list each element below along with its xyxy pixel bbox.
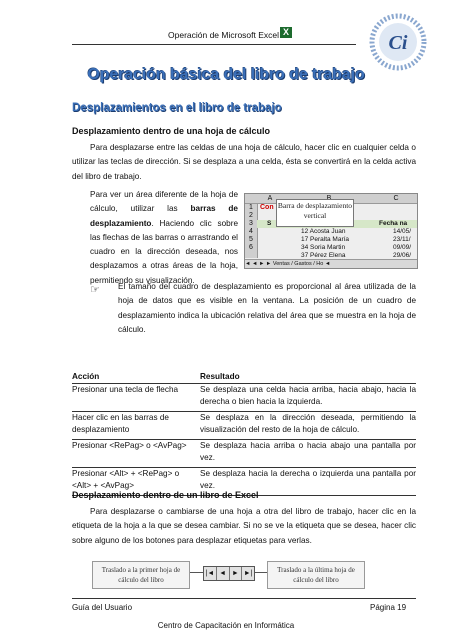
cell-name: 34 Soria Martin bbox=[301, 244, 346, 251]
row-header: 5 bbox=[245, 236, 258, 244]
row-header: 2 bbox=[245, 212, 258, 220]
logo-text: Ci bbox=[388, 32, 408, 54]
excel-icon: X bbox=[280, 27, 292, 38]
scrollbar-tooltip: Barra de desplazamiento vertical bbox=[276, 199, 354, 227]
page-number: Página 19 bbox=[370, 603, 407, 612]
note-text: El tamaño del cuadro de desplazamiento es proporcional al área utilizada de la hoja de datos que es visible en la ventana. La posición de un cuadro de desplazamiento indica la ubicación relativa del área que se muestra en la hoja de cálculo. bbox=[118, 282, 416, 334]
table-cell: Presionar <Alt> + <RePag> o <Alt> + <AvPag> bbox=[72, 468, 200, 496]
sub1-para1: Para desplazarse entre las celdas de una hoja de cálculo, hacer clic en cualquier celda o utilizar las teclas de dirección. Si se desplaza a una celda, ésta se convertirá en la celda activa del libro de trabajo. bbox=[72, 143, 416, 181]
last-sheet-button[interactable]: ►| bbox=[243, 570, 253, 577]
table-cell: Se desplaza hacia la derecha o izquierda una pantalla por vez. bbox=[200, 468, 416, 496]
table-cell: Hacer clic en las barras de desplazamiento bbox=[72, 412, 200, 440]
header-divider bbox=[72, 44, 356, 45]
col-header-c: C bbox=[375, 194, 417, 204]
table-row bbox=[72, 384, 416, 412]
spreadsheet-screenshot bbox=[244, 193, 418, 269]
table-cell: Se desplaza hacia arriba o hacia abajo una pantalla por vez. bbox=[200, 440, 416, 468]
footer-divider bbox=[72, 598, 416, 599]
table-cell: Presionar <RePag> o <AvPag> bbox=[72, 440, 200, 468]
cell-a1: Con bbox=[260, 204, 274, 211]
table-header: Acción bbox=[72, 371, 200, 384]
footer-left: Guía del Usuario bbox=[72, 603, 133, 612]
col-header-a: A bbox=[257, 194, 283, 204]
cell-date: 23/11/ bbox=[393, 236, 411, 243]
cell-name: 17 Peralta María bbox=[301, 236, 350, 243]
table-row bbox=[72, 440, 416, 468]
section-title: Desplazamientos en el libro de trabajo bbox=[72, 102, 282, 114]
cell-name: 37 Pérez Elena bbox=[301, 252, 346, 259]
cell-c3: Fecha na bbox=[379, 220, 408, 227]
sub1-para2: Para ver un área diferente de la hoja de cálculo, utilizar las barras de desplazamiento. Haciendo clic sobre las flechas de las barras o arrastrando el cuadro en la dirección deseada, nos desplazamos a otras áreas de la hoja, permitiendo su visualización. bbox=[90, 190, 238, 285]
row-header: 1 bbox=[245, 204, 258, 212]
scrollbar-term: barras de desplazamiento bbox=[90, 204, 238, 228]
action-result-table bbox=[72, 371, 416, 496]
sheet-tabs[interactable]: ◄ ◄ ► ► Ventas / Gastos / Ho ◄ bbox=[245, 259, 417, 268]
table-header-row bbox=[72, 371, 416, 384]
cell-date: 29/06/ bbox=[393, 252, 412, 259]
footer-center: Centro de Capacitación en Informática bbox=[157, 621, 295, 630]
table-cell: Se desplaza una celda hacia arriba, hacia abajo, hacia la derecha o bien hacia la izquierda. bbox=[200, 384, 416, 412]
cell-b3: S bbox=[267, 220, 272, 227]
row-header: 6 bbox=[245, 244, 258, 258]
pointing-hand-icon: ☞ bbox=[90, 284, 100, 296]
row-header: 4 bbox=[245, 228, 258, 236]
table-cell: Se desplaza en la dirección deseada, permitiendo la visualización del resto de la hoja de cálculo. bbox=[200, 412, 416, 440]
caption-last-sheet: Traslado a la última hoja de cálculo del libro bbox=[267, 561, 365, 589]
next-sheet-button[interactable]: ► bbox=[230, 567, 243, 580]
table-cell: Presionar una tecla de flecha bbox=[72, 384, 200, 412]
caption-right-connector bbox=[254, 572, 267, 573]
row-header: 3 bbox=[245, 220, 258, 228]
sub1-title: Desplazamiento dentro de una hoja de cálculo bbox=[72, 126, 271, 136]
sub2-title: Desplazamiento dentro de un libro de Excel bbox=[72, 490, 259, 500]
sub2-para: Para desplazarse o cambiarse de una hoja a otra del libro de trabajo, hacer clic en la etiqueta de la hoja a la que se desea cambiar. Si no se ve la etiqueta que se desea, hacer clic sobre alguno de los botones para desplazar etiquetas para verlas. bbox=[72, 507, 416, 545]
prev-sheet-button[interactable]: ◄ bbox=[217, 567, 230, 580]
table-header: Resultado bbox=[200, 371, 416, 384]
sheet-nav-buttons bbox=[203, 566, 255, 581]
cell-date: 14/05/ bbox=[393, 228, 412, 235]
caption-first-sheet: Traslado a la primer hoja de cálculo del libro bbox=[92, 561, 190, 589]
caption-left-connector bbox=[190, 572, 203, 573]
header-title: Operación de Microsoft Excel bbox=[168, 30, 280, 40]
first-sheet-button[interactable]: |◄ bbox=[204, 567, 217, 580]
page-title: Operación básica del libro de trabajo bbox=[87, 66, 365, 83]
cell-date: 09/09/ bbox=[393, 244, 412, 251]
cell-name: 12 Acosta Juan bbox=[301, 228, 346, 235]
table-row bbox=[72, 412, 416, 440]
